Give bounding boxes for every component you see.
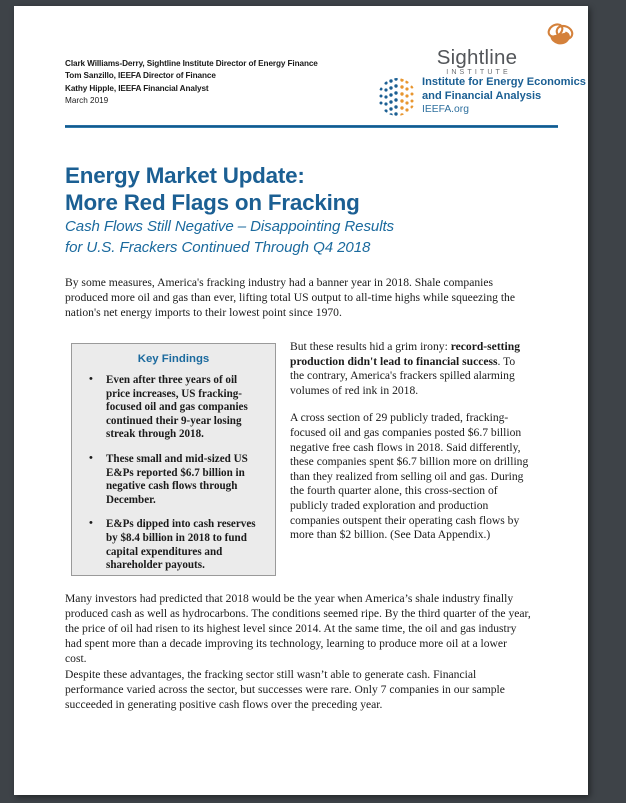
sightline-wordmark: Sightline (436, 46, 518, 69)
list-item-text: E&Ps dipped into cash reserves by $8.4 billion in 2018 to fund capital expenditures and shareholder payouts. (106, 518, 256, 572)
document-page (14, 6, 588, 795)
list-item-text: Even after three years of oil price increases, US fracking-focused oil and gas companies continued their 9-year losing streak through 2018. (106, 374, 248, 441)
intro-paragraph: By some measures, America's fracking industry had a banner year in 2018. Shale companies produced more oil and gas than ever, lifting total US output to all-time highs while squeezing the nation's net energy imports to their lowest point since 1970. (65, 276, 515, 319)
byline-block (65, 58, 365, 107)
list-item (89, 373, 261, 442)
ieefa-line-2: and Financial Analysis (422, 89, 542, 102)
key-findings-box (71, 343, 276, 576)
list-item-text: These small and mid-sized US E&Ps reported $6.7 billion in negative cash flows through December. (106, 452, 248, 506)
rc-p1-post: . To the contrary, America's frackers spilled alarming volumes of red ink in 2018. (290, 354, 516, 397)
subtitle-line-2: for U.S. Frackers Continued Through Q4 2018 (65, 238, 371, 256)
bullet-icon: • (89, 451, 93, 464)
subtitle-line-1: Cash Flows Still Negative – Disappointing Results (65, 218, 394, 235)
body-paragraph-1: Many investors had predicted that 2018 would be the year when America’s shale industry finally produced cash as well as hydrocarbons. The conditions seemed ripe. By the third quarter of the year, the price of oil had risen to its highest level since 2014. At the same time, the oil and gas industry had spent more than a decade improving its technology, learning to produce more oil at a lower cost. (65, 592, 531, 665)
ieefa-logo (374, 74, 584, 122)
sightline-loops-icon (542, 22, 576, 48)
sightline-logo (414, 22, 582, 76)
right-column-paragraph-2: A cross section of 29 publicly traded, fracking-focused oil and gas companies posted $6.7 billion negative free cash flows in 2018. Said differently, these companies spent $6.7 billion more on drilling than they realized from selling oil and gas. During the fourth quarter alone, this cross-section of publicly traded exploration and production companies outspent their operating cash flows by more than $2 billion. (See Data Appendix.) (290, 411, 529, 542)
author-line-1: Clark Williams-Derry, Sightline Institute Director of Energy Finance (65, 59, 318, 68)
title-line-2: More Red Flags on Fracking (65, 189, 360, 215)
right-column-paragraph-1 (290, 340, 531, 398)
globe-icon (376, 76, 418, 118)
document-header (14, 6, 588, 132)
right-column (290, 340, 531, 556)
ieefa-wordmark (422, 76, 586, 117)
author-line-2: Tom Sanzillo, IEEFA Director of Finance (65, 71, 216, 81)
ieefa-line-3: IEEFA.org (422, 104, 469, 116)
bullet-icon: • (89, 517, 93, 530)
list-item (89, 451, 261, 507)
rc-p1-pre: But these results hid a grim irony: (290, 340, 451, 353)
list-item (89, 517, 261, 572)
header-divider (65, 125, 558, 128)
title-line-1: Energy Market Update: (65, 163, 305, 188)
key-findings-list (72, 374, 275, 573)
publication-date: March 2019 (65, 95, 109, 105)
page-title (65, 163, 535, 216)
body-paragraph-2: Despite these advantages, the fracking sector still wasn’t able to generate cash. Financial performance varied across the sector, but successes were rare. Only 7 companies in our sample succeeded in generating positive cash flows over the preceding year. (65, 668, 505, 711)
page-subtitle (65, 217, 535, 258)
logo-block (369, 14, 584, 122)
ieefa-line-1: Institute for Energy Economics (422, 76, 586, 88)
key-findings-title: Key Findings (137, 353, 210, 365)
bullet-icon: • (89, 373, 93, 385)
author-line-3: Kathy Hipple, IEEFA Financial Analyst (65, 83, 209, 93)
sightline-subtext: INSTITUTE (446, 68, 511, 76)
rc-p1-bold: record-setting production didn't lead to financial success (290, 340, 521, 368)
